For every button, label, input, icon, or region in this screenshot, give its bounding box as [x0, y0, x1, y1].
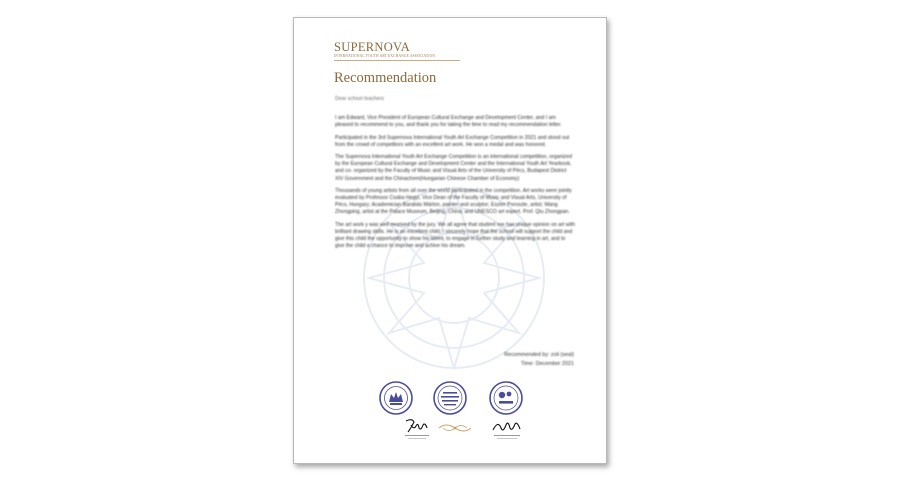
brand-name: SUPERNOVA: [334, 40, 411, 54]
signature-block: [504, 351, 574, 369]
seal-icon: [488, 380, 524, 416]
signature-icon: [402, 416, 432, 442]
document-title: Recommendation: [334, 70, 437, 86]
ornament-icon: [437, 421, 473, 435]
paragraph: Participated in the 3rd Supernova International Youth Art Exchange Competition in 2021 and stood out from the crowd of competitors with an excellent art work. He won a medal and was honored.: [335, 134, 570, 148]
greeting: Dear school teachers: [335, 96, 385, 102]
seal-icon: [378, 380, 414, 416]
paragraph: Thousands of young artists from all over the world participated in the competition. Art works were jointly evaluated by Professor Csaba Hegyi, Vice Dean of the Faculty of Music and Visual Arts, University of Pécs, Hungary; Academician Barabás Márton, painter and sculptor; Eszter Poroszle, artist; Wang Zhongping, artist at the Palace Museum, Beijing, China; and UNESCO art expert. Prof. Qiu Zhongpan.: [335, 187, 572, 216]
signature-icon: [490, 416, 524, 442]
paragraph: I am Edward, Vice President of European Cultural Exchange and Development Center, and I am pleased to recommend to you, and thank you for taking the time to read my recommendation letter.: [335, 115, 562, 129]
letter-date: Time: December 2021: [520, 361, 574, 367]
seal-icon: [432, 380, 468, 416]
brand-subtitle: INTERNATIONAL YOUTH ART EXCHANGE ASSOCIATION: [334, 54, 436, 58]
paragraph: The art work y was well received by the jury. We all agree that student xxx has unique opinion on art with brilliant drawing skills. He is an excellent child. I sincerely hope that the school will support the child and give this child the opportunity to show his talent, to engage in further study and learning in art, and to give the child a chance to improve and achive his dream.: [335, 221, 575, 250]
recommendation-letter-page: [293, 17, 607, 464]
brand-divider: [334, 60, 460, 61]
letter-body: [335, 96, 575, 255]
recommended-by: Recommended by: zoli (seal): [504, 352, 574, 358]
paragraph: The Supernova International Youth Art Exchange Competition is an international competition, organized by the European Cultural Exchange and Development Center and the International Youth Art Yearbook, and co- organized by the Faculty of Music and Visual Arts of the University of Pécs, Budapest District XIV Government and the Chinachem(Hungarian Chinese Chamber of Economy): [335, 154, 573, 182]
